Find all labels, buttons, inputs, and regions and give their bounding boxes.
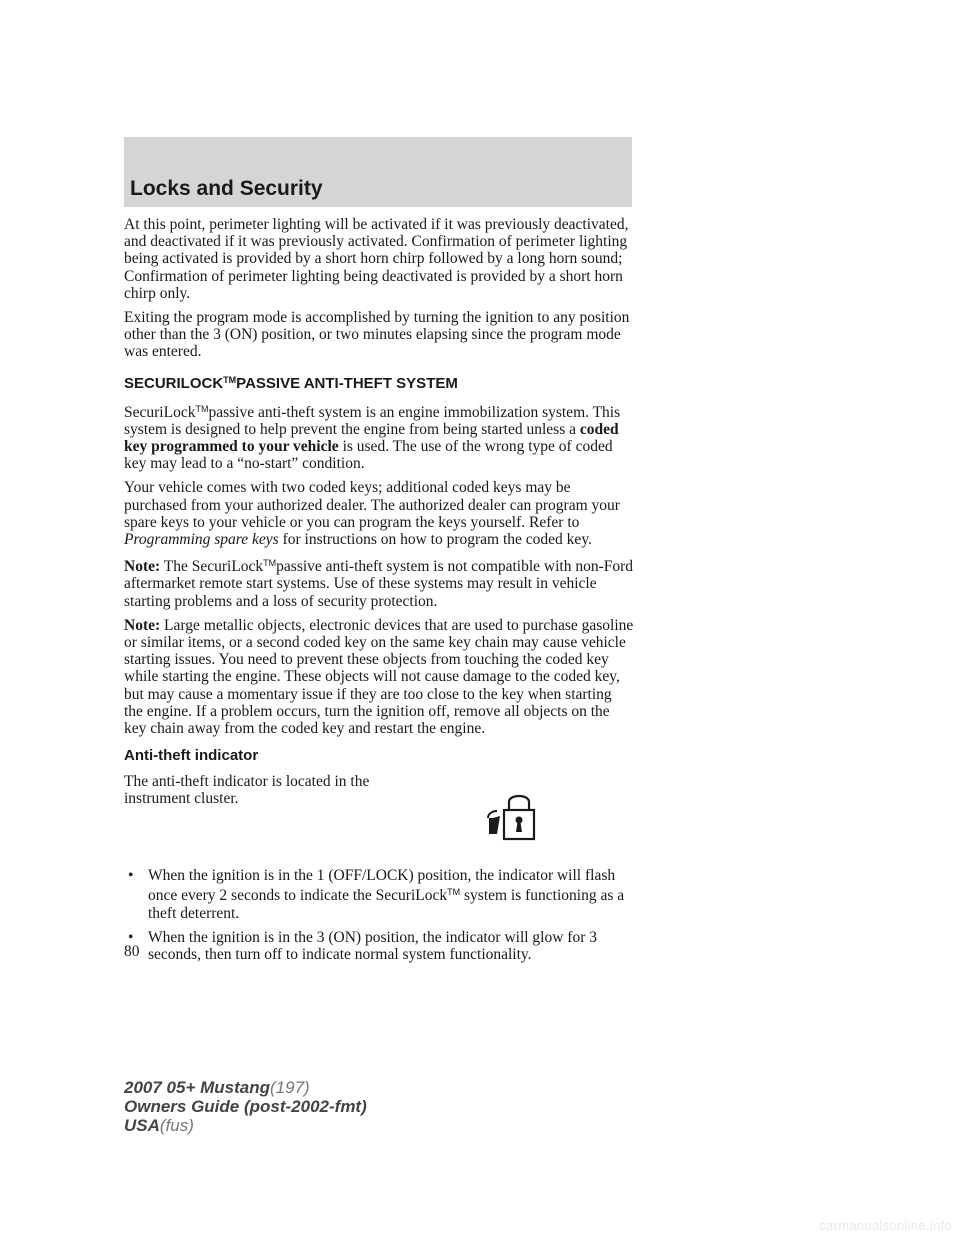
document-footer [124, 1078, 367, 1135]
list-item: • When the ignition is in the 3 (ON) position, the indicator will glow for 3 seconds, then turn off to indicate normal system functionality. [128, 928, 598, 964]
coded-key-emphasis: coded key programmed to your vehicle [124, 420, 619, 456]
anti-theft-indicator-icon [484, 791, 546, 841]
securilock-paragraph-2: Your vehicle comes with two coded keys; additional coded keys may be purchased from your authorized dealer. The authorized dealer can program your spare keys to your vehicle or you can program the keys yourself. Refer to Programming spare keys for instructions on how to program the coded key. [124, 479, 620, 549]
note-label: Note: [124, 616, 161, 634]
indicator-bullet-list [124, 867, 634, 963]
section-header-band [124, 137, 632, 207]
footer-line-2: Owners Guide (post-2002-fmt) [124, 1097, 367, 1116]
footer-line-3: USA(fus) [124, 1116, 194, 1135]
intro-paragraph-2: Exiting the program mode is accomplished by turning the ignition to any position other than the 3 (ON) position, or two minutes elapsing since the program mode was entered. [124, 309, 630, 361]
trademark-symbol: TM [223, 374, 237, 385]
intro-paragraph-1: At this point, perimeter lighting will be activated if it was previously deactivated, and deactivated if it was previously activated. Confirmation of perimeter lighting being activated is provided by a short horn chirp followed by a long horn sound; Confirmation of perimeter lighting being deactivated is provided by a short horn chirp only. [124, 216, 629, 302]
bullet-icon: • [128, 867, 134, 885]
note-2: Note: Large metallic objects, electronic devices that are used to purchase gasoline or similar items, or a second coded key on the same key chain may cause vehicle starting issues. You need to prevent these objects from touching the coded key while starting the engine. These objects will not cause damage to the coded key, but may cause a momentary issue if they are too close to the key when starting the engine. If a problem occurs, turn the ignition off, remove all objects on the key chain away from the coded key and restart the engine. [124, 616, 634, 738]
programming-spare-keys-reference: Programming spare keys [124, 531, 279, 549]
note-label: Note: [124, 558, 161, 576]
section-header-title: Locks and Security [130, 177, 323, 200]
securilock-heading: SECURILOCK™PASSIVE ANTI-THEFT SYSTEM [124, 374, 458, 392]
watermark: carmanualsonline.info [819, 1218, 952, 1233]
footer-line-1: 2007 05+ Mustang(197) [124, 1078, 310, 1097]
note-1: Note: The SecuriLock™passive anti-theft system is not compatible with non-Ford aftermarket remote start systems. Use of these systems may result in vehicle starting problems and a loss of security protection. [124, 558, 634, 610]
page-number: 80 [124, 943, 140, 960]
anti-theft-indicator-text: The anti-theft indicator is located in the instrument cluster. [124, 773, 370, 808]
anti-theft-indicator-row [124, 773, 634, 841]
page-content [124, 216, 634, 970]
bullet-icon: • [128, 928, 134, 946]
securilock-paragraph-1: SecuriLock™passive anti-theft system is an engine immobilization system. This system is designed to help prevent the engine from being started unless a coded key programmed to your vehicle is used. The use of the wrong type of coded key may lead to a “no-start” condition. [124, 403, 621, 473]
anti-theft-indicator-heading: Anti-theft indicator [124, 747, 259, 765]
list-item: • When the ignition is in the 1 (OFF/LOCK) position, the indicator will flash once every 2 seconds to indicate the SecuriLock™ system is functioning as a theft deterrent. [128, 867, 625, 922]
